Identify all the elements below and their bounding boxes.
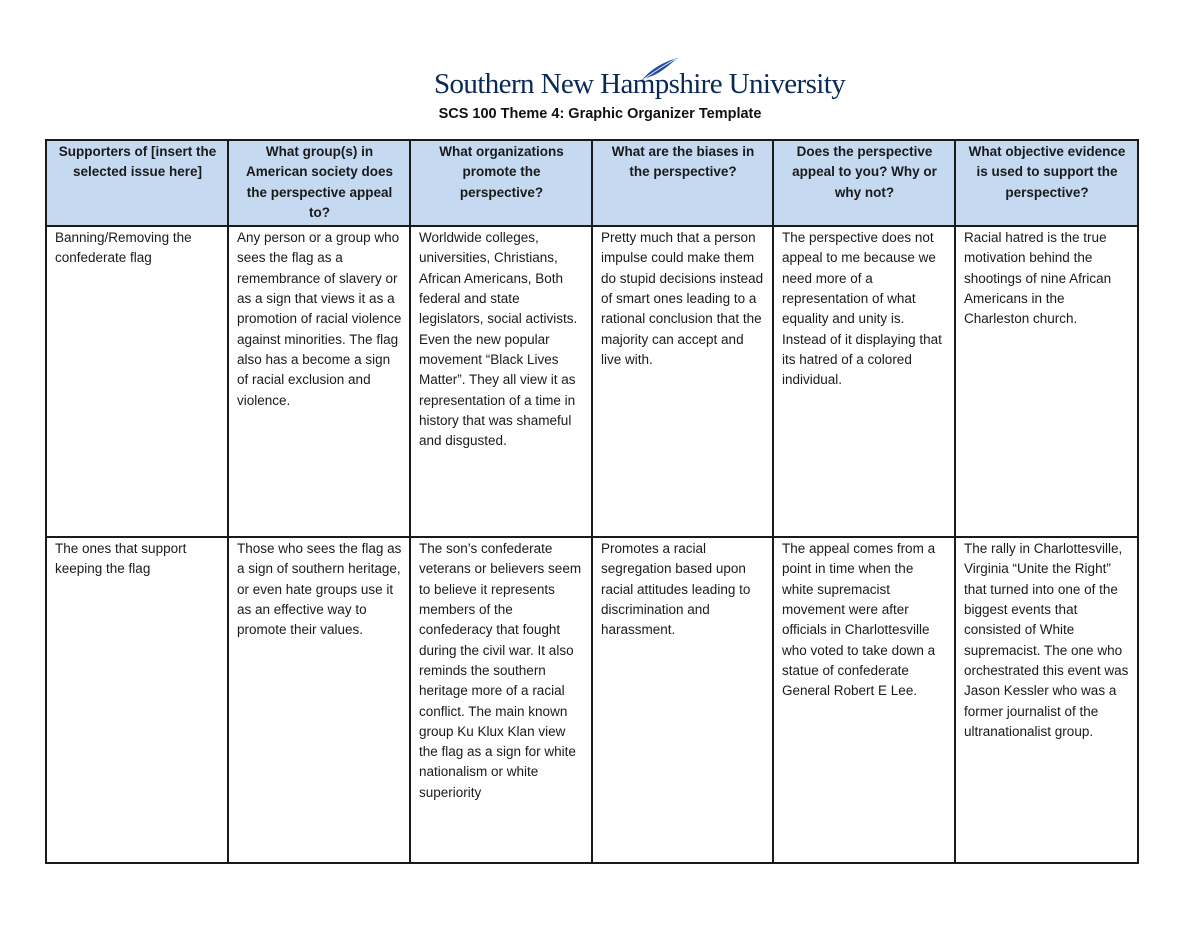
table-cell: Those who sees the flag as a sign of southern heritage, or even hate groups use it as an effective way to promote their values. bbox=[228, 537, 410, 863]
column-header-evidence: What objective evidence is used to support the perspective? bbox=[955, 140, 1138, 226]
table-cell: Banning/Removing the confederate flag bbox=[46, 226, 228, 537]
table-cell: Promotes a racial segregation based upon racial attitudes leading to discrimination and harassment. bbox=[592, 537, 773, 863]
table-cell: Worldwide colleges, universities, Christians, African Americans, Both federal and state legislators, social activists. Even the new popular movement “Black Lives Matter”. They all view it as representation of a time in history that was shameful and disgusted. bbox=[410, 226, 592, 537]
table-row bbox=[46, 226, 1138, 537]
table-cell: The rally in Charlottesville, Virginia “Unite the Right” that turned into one of the biggest events that consisted of White supremacist. The one who orchestrated this event was Jason Kessler who was a former journalist of the ultranationalist group. bbox=[955, 537, 1138, 863]
table-cell: The ones that support keeping the flag bbox=[46, 537, 228, 863]
table-cell: The perspective does not appeal to me because we need more of a representation of what equality and unity is. Instead of it displaying that its hatred of a colored individual. bbox=[773, 226, 955, 537]
table-cell: Racial hatred is the true motivation behind the shootings of nine African Americans in the Charleston church. bbox=[955, 226, 1138, 537]
column-header-organizations: What organizations promote the perspective? bbox=[410, 140, 592, 226]
document-title: SCS 100 Theme 4: Graphic Organizer Template bbox=[438, 106, 762, 122]
table-cell: The son’s confederate veterans or believers seem to believe it represents members of the confederacy that fought during the civil war. It also reminds the southern heritage more of a racial conflict. The main known group Ku Klux Klan view the flag as a sign for white nationalism or white superiority bbox=[410, 537, 592, 863]
header-row bbox=[46, 140, 1138, 226]
table-row bbox=[46, 537, 1138, 863]
column-header-supporters: Supporters of [insert the selected issue here] bbox=[46, 140, 228, 226]
column-header-groups: What group(s) in American society does the perspective appeal to? bbox=[228, 140, 410, 226]
column-header-biases: What are the biases in the perspective? bbox=[592, 140, 773, 226]
table-cell: The appeal comes from a point in time when the white supremacist movement were after officials in Charlottesville who voted to take down a statue of confederate General Robert E Lee. bbox=[773, 537, 955, 863]
column-header-appeal: Does the perspective appeal to you? Why or why not? bbox=[773, 140, 955, 226]
graphic-organizer-table bbox=[45, 139, 1139, 864]
university-name: Southern New Hampshire University bbox=[434, 68, 846, 100]
university-logo bbox=[434, 56, 846, 102]
table-cell: Any person or a group who sees the flag as a remembrance of slavery or as a sign that views it as a promotion of racial violence against minorities. The flag also has a become a sign of racial exclusion and violence. bbox=[228, 226, 410, 537]
table-cell: Pretty much that a person impulse could make them do stupid decisions instead of smart ones leading to a rational conclusion that the majority can accept and live with. bbox=[592, 226, 773, 537]
